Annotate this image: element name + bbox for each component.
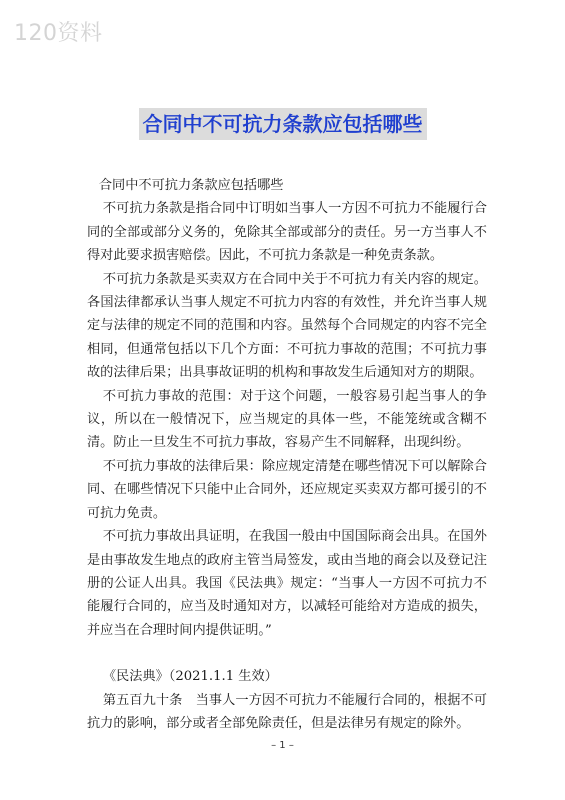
document-body — [87, 174, 487, 735]
spacer — [87, 642, 487, 665]
paragraph-1: 不可抗力条款是指合同中订明如当事人一方因不可抗力不能履行合同的全部或部分义务的，免除其全部或部分的责任。另一方当事人不得对此要求损害赔偿。因此，不可抗力条款是一种免责条款。 — [87, 201, 487, 264]
watermark-logo: 120资料 — [14, 21, 103, 46]
paragraph-3: 不可抗力事故的范围：对于这个问题，一般容易引起当事人的争议，所以在一般情况下，应当规定的具体一些，不能笼统或含糊不清。防止一旦发生不可抗力事故，容易产生不同解释，出现纠纷。 — [87, 388, 487, 451]
paragraph-2: 不可抗力条款是买卖双方在合同中关于不可抗力有关内容的规定。各国法律都承认当事人规定不可抗力内容的有效性，并允许当事人规定与法律的规定不同的范围和内容。虽然每个合同规定的内容不完全相同，但通常包括以下几个方面：不可抗力事故的范围；不可抗力事故的法律后果；出具事故证明的机构和事故发生后通知对方的期限。 — [87, 271, 487, 381]
law-article: 第五百九十条 当事人一方因不可抗力不能履行合同的，根据不可抗力的影响，部分或者全部免除责任，但是法律另有规定的除外。 — [87, 692, 487, 731]
title-container — [0, 108, 565, 140]
document-title: 合同中不可抗力条款应包括哪些 — [139, 108, 427, 140]
paragraph-5: 不可抗力事故出具证明，在我国一般由中国国际商会出具。在国外是由事故发生地点的政府主管当局签发，或由当地的商会以及登记注册的公证人出具。我国《民法典》规定：“当事人一方因不可抗力不能履行合同的，应当及时通知对方，以减轻可能给对方造成的损失，并应当在合理时间内提供证明。” — [87, 529, 487, 638]
section-heading: 合同中不可抗力条款应包括哪些 — [98, 178, 284, 193]
paragraph-4: 不可抗力事故的法律后果：除应规定清楚在哪些情况下可以解除合同、在哪些情况下只能中止合同外，还应规定买卖双方都可援引的不可抗力免责。 — [87, 458, 487, 521]
page-number: – 1 – — [271, 740, 294, 751]
law-heading: 《民法典》（2021.1.1 生效） — [102, 669, 278, 685]
